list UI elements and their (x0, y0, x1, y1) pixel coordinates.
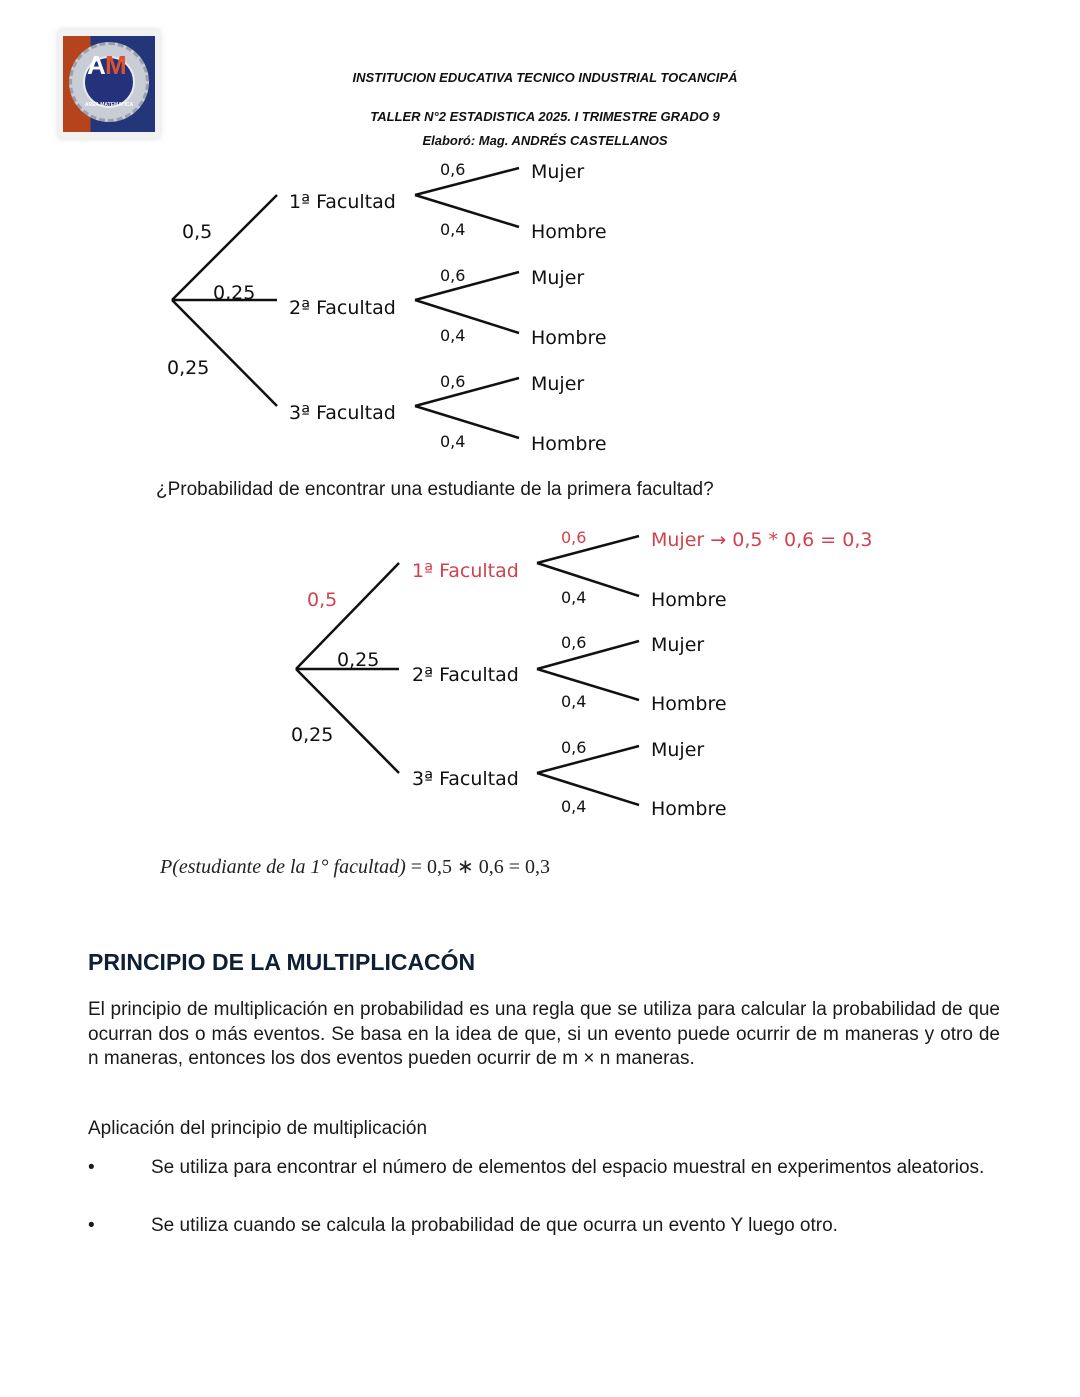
node-facultad-2: 2ª Facultad (289, 297, 396, 319)
probability-tree-2 (0, 520, 1080, 830)
prob-mujer: 0,6 (440, 266, 466, 285)
leaf-hombre: Hombre (651, 589, 727, 611)
branch-prob-2: 0,25 (337, 649, 380, 671)
prob-mujer: 0,6 (440, 372, 466, 391)
branch-prob-3: 0,25 (291, 724, 334, 746)
section-paragraph: El principio de multiplicación en probabilidad es una regla que se utiliza para calcular la probabilidad de que ocurran dos o más eventos. Se basa en la idea de que, si un evento puede ocurrir de m maneras y otro de n maneras, entonces los dos eventos pueden ocurrir de m × n maneras. (88, 999, 1000, 1069)
prob-hombre: 0,4 (440, 326, 466, 345)
leaf-mujer: Mujer (531, 267, 585, 289)
node-facultad-3: 3ª Facultad (412, 768, 519, 790)
leaf-mujer: Mujer (651, 739, 705, 761)
prob-hombre: 0,4 (440, 432, 466, 451)
school-logo (58, 30, 160, 138)
workshop-title: TALLER N°2 ESTADISTICA 2025. I TRIMESTRE GRADO 9 (370, 109, 720, 124)
bullet-text: Se utiliza para encontrar el número de elementos del espacio muestral en experimentos aleatorios. (151, 1157, 985, 1178)
leaf-mujer: Mujer (531, 373, 585, 395)
logo-letter-m: M (105, 50, 127, 80)
prob-hombre: 0,4 (561, 588, 587, 607)
institution-title: INSTITUCION EDUCATIVA TECNICO INDUSTRIAL TOCANCIPÁ (352, 70, 738, 85)
leaf-mujer: Mujer (531, 161, 585, 183)
bullet-text: Se utiliza cuando se calcula la probabilidad de que ocurra un evento Y luego otro. (151, 1215, 838, 1236)
leaf-hombre: Hombre (531, 327, 607, 349)
node-facultad-2: 2ª Facultad (412, 664, 519, 686)
logo-caption: AREA MATEMATICA (84, 102, 134, 108)
bullet-dot-icon: • (88, 1157, 95, 1178)
leaf-mujer-highlight: Mujer → 0,5 * 0,6 = 0,3 (651, 529, 873, 551)
prob-hombre: 0,4 (561, 797, 587, 816)
calculation-annotation: → 0,5 * 0,6 = 0,3 (710, 529, 873, 551)
branch-prob-1: 0,5 (182, 221, 213, 243)
leaf-mujer: Mujer (651, 634, 705, 656)
formula-rhs: = 0,5 ∗ 0,6 = 0,3 (405, 856, 551, 878)
bullet-dot-icon: • (88, 1215, 95, 1236)
school-gear-logo-icon (63, 36, 155, 132)
author-line: Elaboró: Mag. ANDRÉS CASTELLANOS (422, 133, 668, 148)
node-facultad-1: 1ª Facultad (289, 191, 396, 213)
leaf-hombre: Hombre (651, 693, 727, 715)
prob-mujer: 0,6 (440, 160, 466, 179)
branch-prob-3: 0,25 (167, 357, 210, 379)
node-facultad-3: 3ª Facultad (289, 402, 396, 424)
prob-mujer: 0,6 (561, 738, 587, 757)
formula-lhs: P(estudiante de la 1° facultad) (160, 856, 406, 878)
leaf-hombre: Hombre (531, 433, 607, 455)
leaf-hombre: Hombre (651, 798, 727, 820)
prob-hombre: 0,4 (440, 220, 466, 239)
prob-mujer: 0,6 (561, 633, 587, 652)
probability-formula (160, 854, 550, 879)
question-text: ¿Probabilidad de encontrar una estudiante de la primera facultad? (156, 479, 714, 500)
prob-mujer-highlight: 0,6 (561, 528, 587, 547)
logo-letter-a: A (87, 50, 106, 80)
bullet-item (88, 1214, 1000, 1239)
section-title: PRINCIPIO DE LA MULTIPLICACÓN (88, 949, 476, 975)
branch-prob-1-highlight: 0,5 (307, 589, 338, 611)
section-subtitle: Aplicación del principio de multiplicación (88, 1118, 428, 1139)
prob-hombre: 0,4 (561, 692, 587, 711)
leaf-hombre: Hombre (531, 221, 607, 243)
probability-tree-1 (0, 150, 1080, 460)
node-facultad-1-highlight: 1ª Facultad (412, 560, 519, 582)
branch-prob-2: 0,25 (213, 282, 256, 304)
bullet-item (88, 1156, 1000, 1181)
